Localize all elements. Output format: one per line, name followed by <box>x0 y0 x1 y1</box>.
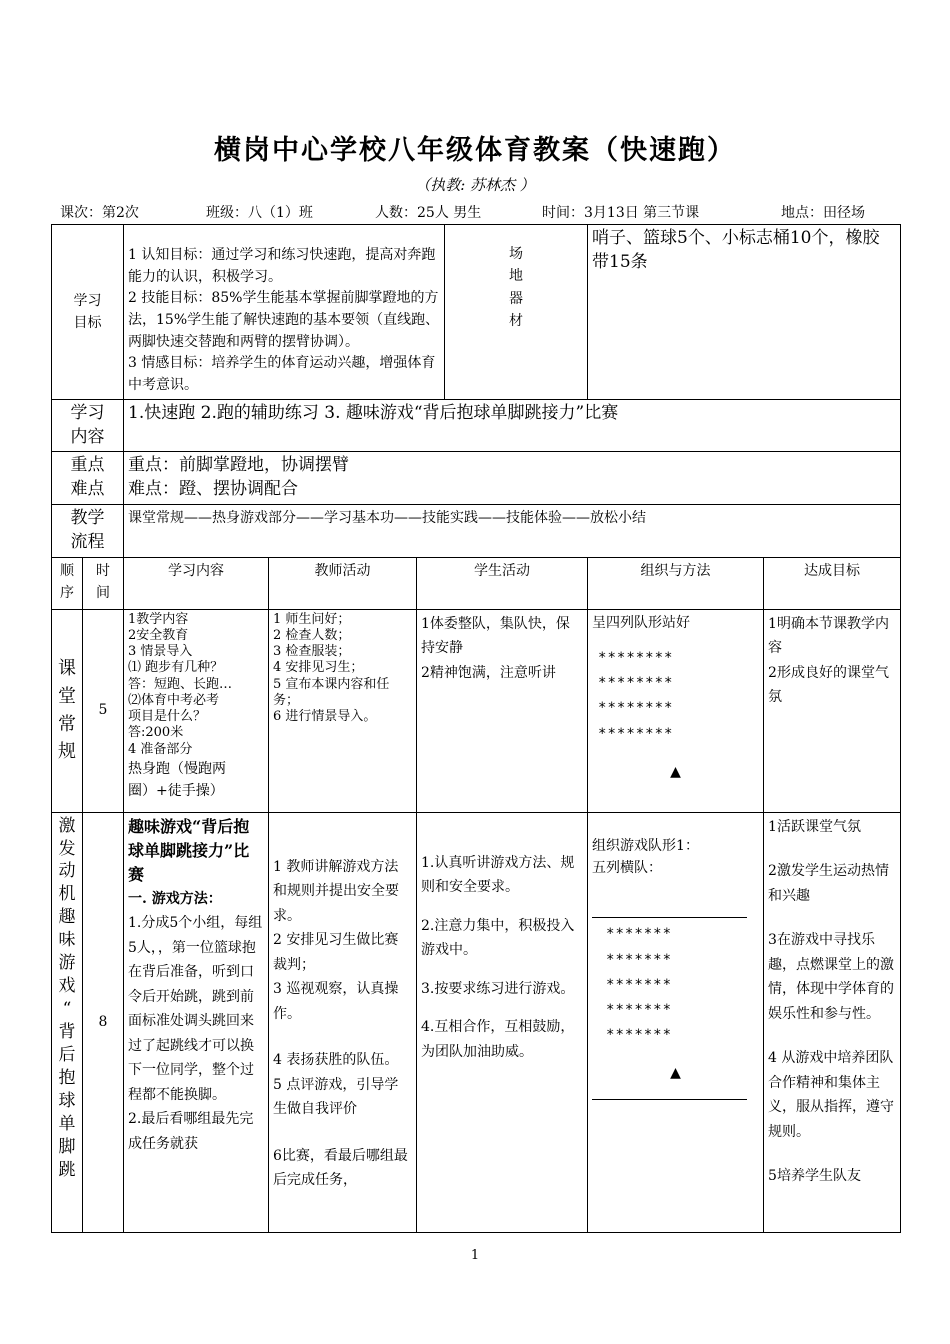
routine-organization <box>588 609 764 812</box>
divider <box>592 1099 747 1100</box>
header-content: 学习内容 <box>124 557 269 609</box>
game-content: 趣味游戏“背后抱球单脚跳接力”比赛 一. 游戏方法： 1.分成5个小组，每组5人，，第一位篮球抱在背后准备，听到口令后开始跳，跳到前面标准处调头跳回来过了起跳线才可以换下一位同学，整个过程都不能换脚。 2.最后看哪组最先完成任务就获 <box>124 812 269 1232</box>
routine-content: 1教学内容 2安全教育 3 情景导入 ⑴ 跑步有几种？ 答：短跑、长跑… ⑵体育中考必考 项目是什么？ 答:200米 4 准备部分 热身跑（慢跑两 圈）+徒手操） <box>124 609 269 812</box>
routine-student: 1体委整队，集队快，保持安静 2精神饱满，注意听讲 <box>417 609 588 812</box>
formation-grid: ******** ******** ******** ******** <box>598 649 674 742</box>
page-number: 1 <box>470 1248 480 1263</box>
teacher-name: （执教: 苏林杰 ） <box>415 176 535 194</box>
goal-item: 2 技能目标：85%学生能基本掌握前脚掌蹬地的方法，15%学生能了解快速跑的基本要领（直线跑、两脚快速交替跑和两臂的摆臂协调）。 <box>128 290 440 350</box>
content-label: 学习 内容 <box>52 399 124 452</box>
goal-item: 3 情感目标：培养学生的体育运动兴趣，增强体育中考意识。 <box>128 355 436 394</box>
keypoint-line: 重点：前脚掌蹬地，协调摆臂 <box>128 455 349 476</box>
routine-teacher: 1 师生问好； 2 检查人数； 3 检查服装； 4 安排见习生； 5 宣布本课内容和任务； 6 进行情景导入。 <box>269 609 417 812</box>
flow-text: 课堂常规——热身游戏部分——学习基本功——技能实践——技能体验——放松小结 <box>124 505 901 558</box>
game-student: 1.认真听讲游戏方法、规则和安全要求。 2.注意力集中，积极投入游戏中。 3.按要求练习进行游戏。 4.互相合作，互相鼓励，为团队加油助威。 <box>417 812 588 1232</box>
meta-time: 时间：3月13日 第三节课 <box>542 205 700 221</box>
section-routine: 课 堂 常 规 <box>52 609 83 812</box>
keypoints-label: 重点 难点 <box>52 452 124 505</box>
content-text: 1.快速跑 2.跑的辅助练习 3. 趣味游戏“背后抱球单脚跳接力”比赛 <box>124 399 901 452</box>
goals-cell <box>124 225 445 400</box>
routine-goal: 1明确本节课教学内容 2形成良好的课堂气氛 <box>764 609 901 812</box>
time-routine: 5 <box>83 609 124 812</box>
header-student: 学生活动 <box>417 557 588 609</box>
goals-label: 学习 目标 <box>52 225 124 400</box>
formation-grid: ******* ******* ******* ******* ******* <box>606 926 673 1044</box>
meta-class: 班级：八（1）班 <box>206 205 313 221</box>
flow-label: 教学 流程 <box>52 505 124 558</box>
keypoints-cell <box>124 452 901 505</box>
teacher-marker-icon: ▲ <box>670 1065 681 1082</box>
header-goal: 达成目标 <box>764 557 901 609</box>
header-time: 时 间 <box>83 557 124 609</box>
org-title: 呈四列队形站好 <box>592 614 691 631</box>
routine-content-list: 1教学内容 2安全教育 3 情景导入 ⑴ 跑步有几种？ 答：短跑、长跑… ⑵体育中考必考 项目是什么？ 答:200米 4 准备部分 <box>128 611 233 757</box>
game-organization: 组织游戏队形1： 五列横队： ******* ******* ******* ******* ******* ▲ <box>588 812 764 1232</box>
equipment-text: 哨子、篮球5个、小标志桶10个，橡胶带15条 <box>588 225 901 400</box>
teacher-marker-icon: ▲ <box>670 763 681 780</box>
header-organization: 组织与方法 <box>588 557 764 609</box>
time-game: 8 <box>83 812 124 1232</box>
document-title: 横岗中心学校八年级体育教案（快速跑） <box>214 135 736 166</box>
equipment-label: 场 地 器 材 <box>445 225 588 400</box>
header-order: 顺 序 <box>52 557 83 609</box>
game-title: 趣味游戏“背后抱球单脚跳接力”比赛 <box>128 816 250 884</box>
section-game: 激 发 动 机 趣 味 游 戏 “ 背 后 抱 球 单 脚 跳 <box>52 812 83 1232</box>
header-teacher: 教师活动 <box>269 557 417 609</box>
divider <box>592 917 747 918</box>
meta-place: 地点：田径场 <box>781 205 865 221</box>
difficulty-line: 难点：蹬、摆协调配合 <box>128 479 298 500</box>
meta-count: 人数：25人 男生 <box>375 205 482 221</box>
lesson-plan-table <box>51 224 901 1233</box>
goal-item: 1 认知目标：通过学习和练习快速跑，提高对奔跑能力的认识，积极学习。 <box>128 247 436 285</box>
meta-lesson: 课次：第2次 <box>60 205 139 221</box>
game-method-heading: 一. 游戏方法： <box>128 890 222 907</box>
game-teacher: 1 教师讲解游戏方法和规则并提出安全要求。 2 安排见习生做比赛裁判； 3 巡视观察，认真操作。 4 表扬获胜的队伍。 5 点评游戏，引导学生做自我评价 6比赛，看最后哪组最后完成任务， <box>269 812 417 1232</box>
game-goal: 1活跃课堂气氛 2激发学生运动热情和兴趣 3在游戏中寻找乐趣，点燃课堂上的激情，体现中学体育的娱乐性和参与性。 4 从游戏中培养团队合作精神和集体主义，服从指挥，遵守规则。 5培养学生队友 <box>764 812 901 1232</box>
